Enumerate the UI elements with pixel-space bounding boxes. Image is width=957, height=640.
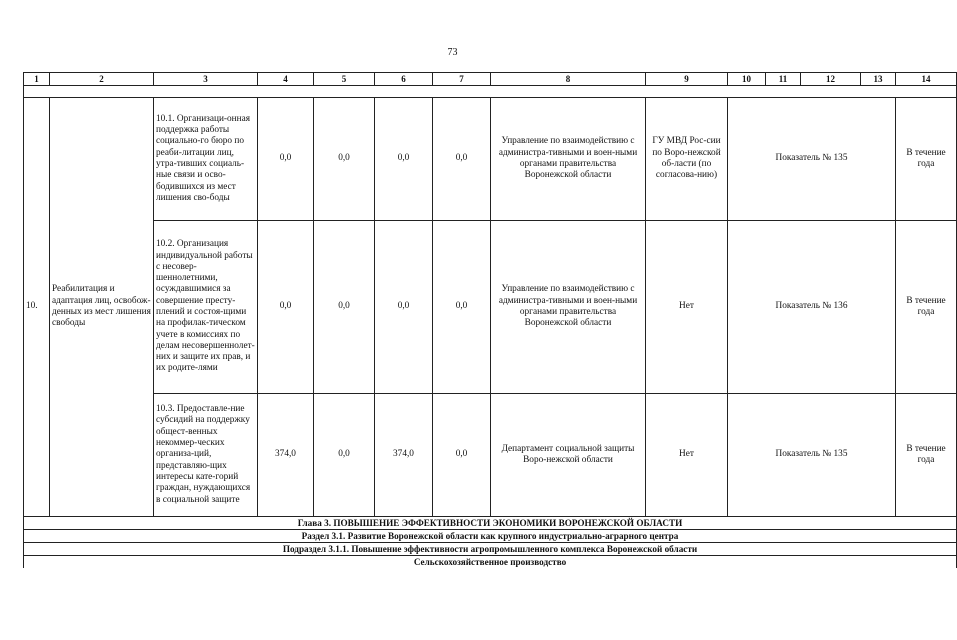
value-col5: 0,0 bbox=[314, 221, 375, 394]
column-header: 8 bbox=[491, 73, 646, 86]
value-col5: 0,0 bbox=[314, 98, 375, 221]
value-col4: 0,0 bbox=[258, 221, 314, 394]
partner-cell: Нет bbox=[646, 221, 728, 394]
section-heading: Раздел 3.1. Развитие Воронежской области как крупного индустриально-аграрного центра bbox=[24, 530, 957, 543]
value-col4: 0,0 bbox=[258, 98, 314, 221]
table-row bbox=[24, 394, 957, 517]
column-header: 10 bbox=[728, 73, 766, 86]
value-col4: 374,0 bbox=[258, 394, 314, 517]
program-table bbox=[23, 72, 957, 568]
column-header: 1 bbox=[24, 73, 50, 86]
subsection-heading-row bbox=[24, 543, 957, 556]
value-col7: 0,0 bbox=[433, 394, 491, 517]
chapter-heading: Глава 3. ПОВЫШЕНИЕ ЭФФЕКТИВНОСТИ ЭКОНОМИКИ ВОРОНЕЖСКОЙ ОБЛАСТИ bbox=[24, 517, 957, 530]
column-header: 9 bbox=[646, 73, 728, 86]
chapter-heading-row bbox=[24, 517, 957, 530]
value-col7: 0,0 bbox=[433, 98, 491, 221]
column-header: 13 bbox=[861, 73, 896, 86]
topic-heading-row bbox=[24, 556, 957, 569]
partner-cell: Нет bbox=[646, 394, 728, 517]
indicator-cell: Показатель № 135 bbox=[728, 394, 896, 517]
activity-cell: 10.1. Организаци-онная поддержка работы социально-го бюро по реаби-литации лиц, утра-тивших социаль-ные связи и осво-бодившихся из мест лишения сво-боды bbox=[154, 98, 258, 221]
partner-cell: ГУ МВД Рос-сии по Воро-нежской об-ласти (по согласова-нию) bbox=[646, 98, 728, 221]
column-header: 6 bbox=[375, 73, 433, 86]
indicator-cell: Показатель № 136 bbox=[728, 221, 896, 394]
section-heading-row bbox=[24, 530, 957, 543]
value-col7: 0,0 bbox=[433, 221, 491, 394]
table-row bbox=[24, 98, 957, 221]
column-header: 7 bbox=[433, 73, 491, 86]
executor-cell: Департамент социальной защиты Воро-нежской области bbox=[491, 394, 646, 517]
value-col6: 374,0 bbox=[375, 394, 433, 517]
indicator-cell: Показатель № 135 bbox=[728, 98, 896, 221]
term-cell: В течение года bbox=[896, 98, 957, 221]
column-header: 12 bbox=[801, 73, 861, 86]
column-header: 3 bbox=[154, 73, 258, 86]
executor-cell: Управление по взаимодействию с администра-тивными и воен-ными органами правительства Воронежской области bbox=[491, 221, 646, 394]
item-number: 10. bbox=[24, 98, 50, 517]
column-number-row bbox=[24, 73, 957, 86]
spacer-row bbox=[24, 86, 957, 98]
column-header: 5 bbox=[314, 73, 375, 86]
column-header: 14 bbox=[896, 73, 957, 86]
activity-cell: 10.2. Организация индивидуальной работы с несовер-шеннолетними, осуждавшимися за совершение престу-плений и состоя-щими на профилак-тическом учете в комиссиях по делам несовершеннолет-них и защите их прав, и их родите-лями bbox=[154, 221, 258, 394]
column-header: 11 bbox=[766, 73, 801, 86]
page-number: 73 bbox=[447, 47, 458, 58]
term-cell: В течение года bbox=[896, 221, 957, 394]
subsection-heading: Подраздел 3.1.1. Повышение эффективности агропромышленного комплекса Воронежской области bbox=[24, 543, 957, 556]
value-col6: 0,0 bbox=[375, 98, 433, 221]
item-name: Реабилитация и адаптация лиц, освобож-денных из мест лишения свободы bbox=[50, 98, 154, 517]
topic-heading: Сельскохозяйственное производство bbox=[24, 556, 957, 569]
table-row bbox=[24, 221, 957, 394]
value-col5: 0,0 bbox=[314, 394, 375, 517]
value-col6: 0,0 bbox=[375, 221, 433, 394]
column-header: 4 bbox=[258, 73, 314, 86]
term-cell: В течение года bbox=[896, 394, 957, 517]
executor-cell: Управление по взаимодействию с администра-тивными и воен-ными органами правительства Воронежской области bbox=[491, 98, 646, 221]
activity-cell: 10.3. Предоставле-ние субсидий на поддержку общест-венных некоммер-ческих организа-ций, представляю-щих интересы кате-горий граждан, нуждающихся в социальной защите bbox=[154, 394, 258, 517]
column-header: 2 bbox=[50, 73, 154, 86]
